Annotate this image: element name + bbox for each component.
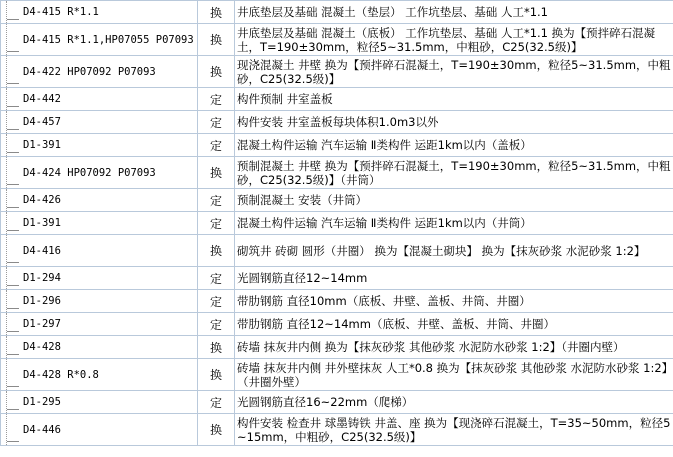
quota-code: D1-295 [23, 396, 61, 408]
type-cell: 定 [198, 267, 235, 290]
code-cell [1, 1, 198, 24]
table-row[interactable] [1, 157, 673, 189]
tree-connector [6, 391, 19, 413]
type-cell: 定 [198, 88, 235, 111]
description-cell: 带肋钢筋 直径12~14mm（底板、井壁、盖板、井筒、井圈） [235, 313, 673, 336]
type-cell: 定 [198, 134, 235, 157]
code-cell [1, 391, 198, 414]
type-cell: 定 [198, 111, 235, 134]
quota-code: D4-415 R*1.1,HP07055 P07093 [23, 33, 194, 46]
code-cell [1, 111, 198, 134]
description-cell: 现浇混凝土 井壁 换为【预拌碎石混凝土，T=190±30mm，粒径5~31.5mm，中粗砂，C25(32.5级)】 [235, 56, 673, 88]
table-row[interactable] [1, 290, 673, 313]
code-cell [1, 336, 198, 359]
code-cell [1, 313, 198, 336]
type-cell: 换 [198, 336, 235, 359]
type-cell: 定 [198, 290, 235, 313]
table-row[interactable] [1, 56, 673, 88]
type-cell: 定 [198, 391, 235, 414]
quota-code: D1-294 [23, 272, 61, 284]
table-row[interactable] [1, 313, 673, 336]
tree-connector [6, 1, 19, 23]
description-cell: 井底垫层及基础 混凝土（底板） 工作坑垫层、基础 人工*1.1 换为【预拌碎石混凝土，T=190±30mm，粒径5~31.5mm，中粗砂，C25(32.5级)】 [235, 24, 673, 56]
quota-code: D1-391 [23, 139, 61, 151]
description-cell: 砖墙 抹灰井内侧 换为【抹灰砂浆 其他砂浆 水泥防水砂浆 1:2】（井圈内壁） [235, 336, 673, 359]
tree-connector [6, 134, 19, 156]
quota-code: D1-391 [23, 217, 61, 229]
type-cell: 换 [198, 359, 235, 391]
table-row[interactable] [1, 336, 673, 359]
description-cell: 光圆钢筋直径12~14mm [235, 267, 673, 290]
table-row[interactable] [1, 134, 673, 157]
table-row[interactable] [1, 391, 673, 414]
tree-connector [6, 267, 19, 289]
quota-code: D4-416 [23, 244, 61, 257]
table-row[interactable] [1, 359, 673, 391]
quota-code: D4-415 R*1.1 [23, 6, 99, 18]
description-cell: 带肋钢筋 直径10mm（底板、井壁、盖板、井筒、井圈） [235, 290, 673, 313]
table-row[interactable] [1, 111, 673, 134]
table-row[interactable] [1, 189, 673, 212]
tree-connector [6, 111, 19, 133]
tree-connector [6, 56, 19, 87]
quota-code: D4-442 [23, 93, 61, 105]
table-row[interactable] [1, 1, 673, 24]
code-cell [1, 267, 198, 290]
tree-connector [6, 313, 19, 335]
quota-code: D4-457 [23, 116, 61, 128]
description-cell: 混凝土构件运输 汽车运输 Ⅱ类构件 运距1km以内（井筒） [235, 212, 673, 235]
tree-connector [6, 235, 19, 266]
type-cell: 定 [198, 313, 235, 336]
code-cell [1, 56, 198, 88]
table-row[interactable] [1, 414, 673, 446]
type-cell: 换 [198, 56, 235, 88]
tree-connector [6, 359, 19, 390]
description-cell: 预制混凝土 安装（井筒） [235, 189, 673, 212]
description-cell: 砖墙 抹灰井内侧 井外壁抹灰 人工*0.8 换为【抹灰砂浆 其他砂浆 水泥防水砂浆 1:2】（井圈外壁） [235, 359, 673, 391]
code-cell [1, 134, 198, 157]
code-cell [1, 24, 198, 56]
tree-connector [6, 157, 19, 188]
quota-code: D1-297 [23, 318, 61, 330]
type-cell: 换 [198, 414, 235, 446]
code-cell [1, 157, 198, 189]
tree-connector [6, 212, 19, 234]
table-row[interactable] [1, 24, 673, 56]
tree-connector [6, 88, 19, 110]
type-cell: 定 [198, 189, 235, 212]
quota-code: D1-296 [23, 295, 61, 307]
tree-connector [6, 290, 19, 312]
type-cell: 换 [198, 157, 235, 189]
description-cell: 光圆钢筋直径16~22mm（爬梯） [235, 391, 673, 414]
tree-connector [6, 414, 19, 445]
type-cell: 定 [198, 212, 235, 235]
table-row[interactable] [1, 267, 673, 290]
code-cell [1, 414, 198, 446]
description-cell: 砌筑井 砖砌 圆形（井圈） 换为【混凝土砌块】 换为【抹灰砂浆 水泥砂浆 1:2】 [235, 235, 673, 267]
quota-code: D4-426 [23, 194, 61, 206]
tree-connector [6, 336, 19, 358]
code-cell [1, 359, 198, 391]
description-cell: 构件安装 检查井 球墨铸铁 井盖、座 换为【现浇碎石混凝土，T=35~50mm，粒径5~15mm，中粗砂，C25(32.5级)】 [235, 414, 673, 446]
code-cell [1, 88, 198, 111]
table-row[interactable] [1, 88, 673, 111]
type-cell: 换 [198, 235, 235, 267]
table-row[interactable] [1, 212, 673, 235]
description-cell: 混凝土构件运输 汽车运输 Ⅱ类构件 运距1km以内（盖板） [235, 134, 673, 157]
tree-connector [6, 189, 19, 211]
code-cell [1, 212, 198, 235]
code-cell [1, 189, 198, 212]
code-cell [1, 235, 198, 267]
type-cell: 换 [198, 24, 235, 56]
table-row[interactable] [1, 235, 673, 267]
description-cell: 井底垫层及基础 混凝土（垫层） 工作坑垫层、基础 人工*1.1 [235, 1, 673, 24]
type-cell: 换 [198, 1, 235, 24]
quota-code: D4-424 HP07092 P07093 [23, 166, 156, 179]
code-cell [1, 290, 198, 313]
quota-code: D4-446 [23, 423, 61, 436]
quota-code: D4-422 HP07092 P07093 [23, 65, 156, 78]
description-cell: 构件预制 井室盖板 [235, 88, 673, 111]
description-cell: 预制混凝土 井壁 换为【预拌碎石混凝土，T=190±30mm，粒径5~31.5mm，中粗砂，C25(32.5级)】（井筒） [235, 157, 673, 189]
tree-connector [6, 24, 19, 55]
quota-code: D4-428 [23, 341, 61, 353]
quota-code: D4-428 R*0.8 [23, 368, 99, 381]
description-cell: 构件安装 井室盖板每块体积1.0m3以外 [235, 111, 673, 134]
